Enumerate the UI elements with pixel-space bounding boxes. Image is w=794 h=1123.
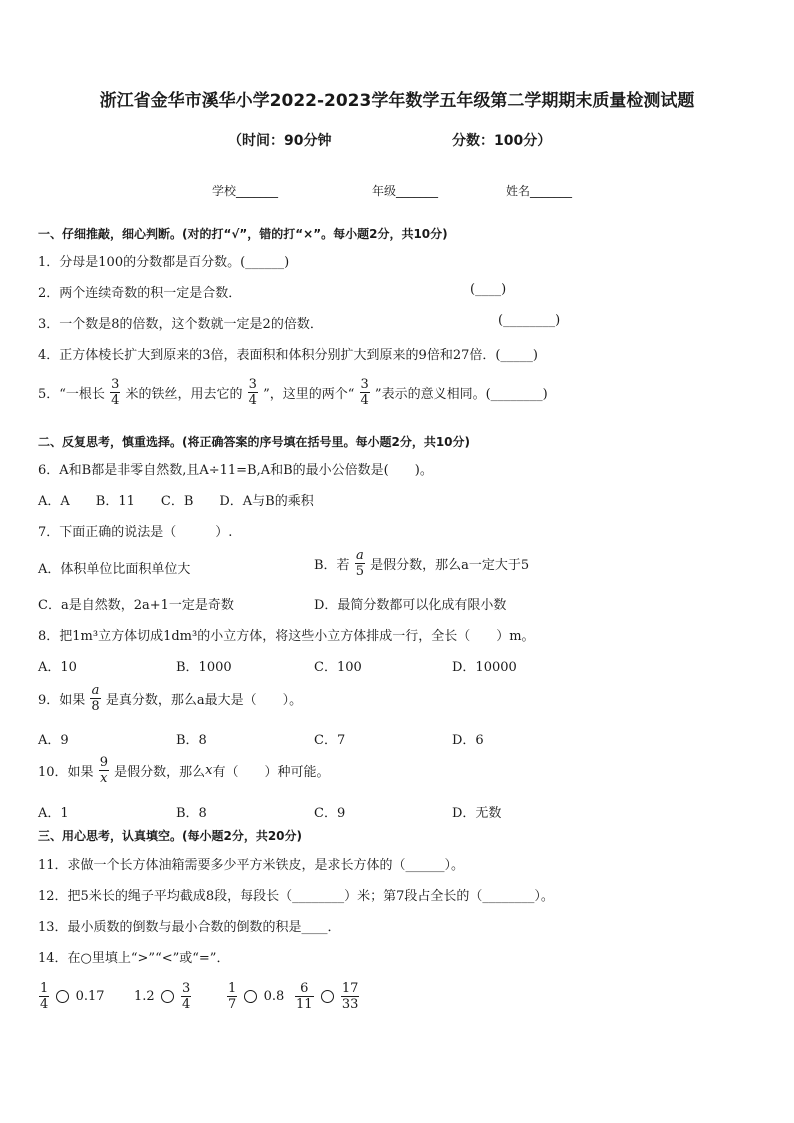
q7-b-text-b: 是假分数，那么a一定大于5 <box>370 558 530 573</box>
q8-option-c: C．100 <box>314 660 362 675</box>
question-6: 6．A和B都是非零自然数,且A÷11=B,A和B的最小公倍数是( )。 <box>38 463 433 478</box>
question-1: 1．分母是100的分数都是百分数。(______) <box>38 255 290 270</box>
q5-text-d: ”表示的意义相同。(________) <box>374 387 548 402</box>
school-field[interactable]: 学校_______ <box>212 184 279 198</box>
fraction-three-quarters <box>110 378 120 407</box>
question-2-blank[interactable]: (____) <box>470 282 507 297</box>
question-2: 2．两个连续奇数的积一定是合数． <box>38 286 242 301</box>
fraction-numerator: a <box>355 548 364 563</box>
exam-title: 浙江省金华市溪华小学2022-2023学年数学五年级第二学期期末质量检测试题 <box>99 91 695 111</box>
fraction-denominator: 4 <box>181 997 191 1012</box>
fraction-denominator: 5 <box>355 564 364 579</box>
question-5 <box>38 378 548 407</box>
fraction-numerator: 3 <box>111 377 120 392</box>
compare-item-1 <box>38 982 105 1011</box>
compare-circle[interactable] <box>56 990 69 1003</box>
fraction-3-over-4 <box>181 982 191 1011</box>
compare-right-value: 0.17 <box>75 989 105 1004</box>
fraction-denominator: 4 <box>40 997 49 1012</box>
q10-option-b: B．8 <box>176 806 207 821</box>
compare-right-value: 0.8 <box>263 989 285 1004</box>
q10-variable: x <box>205 763 213 778</box>
fraction-numerator: 17 <box>341 981 359 996</box>
fraction-three-quarters <box>248 378 258 407</box>
fraction-numerator: 3 <box>360 377 369 392</box>
compare-left-value: 1.2 <box>134 989 155 1004</box>
question-9 <box>38 684 302 713</box>
fraction-denominator: x <box>100 771 108 786</box>
fraction-a-over-8 <box>90 684 100 713</box>
section2-heading: 二、反复思考，慎重选择。(将正确答案的序号填在括号里。每小题2分，共10分) <box>38 435 471 449</box>
fraction-1-over-4 <box>39 982 49 1011</box>
question-13: 13．最小质数的倒数与最小合数的倒数的积是____． <box>38 920 341 935</box>
q7-option-d: D．最简分数都可以化成有限小数 <box>314 598 507 613</box>
fraction-a-over-5 <box>355 549 365 578</box>
fraction-numerator: 6 <box>295 982 314 997</box>
compare-circle[interactable] <box>161 990 174 1003</box>
question-8: 8．把1m³立方体切成1dm³的小立方体，将这些小立方体排成一行，全长（ ）m。 <box>38 629 535 644</box>
q7-b-text-a: B．若 <box>314 558 350 573</box>
question-7: 7．下面正确的说法是（ ）. <box>38 525 233 540</box>
q8-option-a: A．10 <box>38 660 77 675</box>
fraction-denominator: 4 <box>248 393 257 408</box>
q9-option-b: B．8 <box>176 733 207 748</box>
fraction-denominator: 8 <box>91 699 100 714</box>
compare-item-2 <box>134 982 192 1011</box>
time-info: （时间：90分钟 <box>228 133 332 149</box>
question-11: 11．求做一个长方体油箱需要多少平方米铁皮，是求长方体的（______）。 <box>38 858 465 873</box>
fraction-17-over-33 <box>341 982 360 1011</box>
q9-option-c: C．7 <box>314 733 346 748</box>
score-info: 分数：100分） <box>452 133 552 149</box>
compare-item-4 <box>294 982 360 1011</box>
q10-text-b: 是假分数，那么 <box>114 765 206 780</box>
q10-text-a: 10．如果 <box>38 765 94 780</box>
q8-option-d: D．10000 <box>452 660 517 675</box>
q7-option-c: C．a是自然数，2a+1一定是奇数 <box>38 598 234 613</box>
question-10 <box>38 756 329 785</box>
fraction-numerator: 3 <box>181 981 191 996</box>
fraction-numerator: 1 <box>228 981 237 996</box>
q5-text-a: 5．“一根长 <box>38 387 105 402</box>
q10-text-c: 有（ ）种可能。 <box>212 765 330 780</box>
q7-option-a: A．体积单位比面积单位大 <box>38 562 191 577</box>
section1-heading: 一、仔细推敲，细心判断。(对的打“√”，错的打“×”。每小题2分，共10分) <box>38 227 448 241</box>
fraction-three-quarters <box>360 378 370 407</box>
fraction-1-over-7 <box>227 982 237 1011</box>
fraction-denominator: 33 <box>341 997 359 1012</box>
q9-text-a: 9．如果 <box>38 693 86 708</box>
grade-field[interactable]: 年级_______ <box>372 184 439 198</box>
question-3: 3．一个数是8的倍数，这个数就一定是2的倍数． <box>38 317 323 332</box>
q8-option-b: B．1000 <box>176 660 232 675</box>
question-14: 14．在○里填上“>”“<”或“=”． <box>38 951 230 966</box>
fraction-denominator: 11 <box>296 997 313 1012</box>
fraction-6-over-11 <box>295 982 314 1011</box>
fraction-denominator: 4 <box>111 393 120 408</box>
q5-text-b: 米的铁丝，用去它的 <box>125 387 243 402</box>
q10-option-d: D．无数 <box>452 806 502 821</box>
q9-option-a: A．9 <box>38 733 69 748</box>
fraction-numerator: 9 <box>99 755 108 770</box>
q9-text-b: 是真分数，那么a最大是（ ）。 <box>105 693 303 708</box>
q5-text-c: ”，这里的两个“ <box>263 387 355 402</box>
fraction-numerator: a <box>91 683 100 698</box>
fraction-numerator: 3 <box>248 377 257 392</box>
fraction-9-over-x <box>99 756 109 785</box>
question-4: 4．正方体棱长扩大到原来的3倍，表面积和体积分别扩大到原来的9倍和27倍．(_____) <box>38 348 538 363</box>
question-3-blank[interactable]: (________) <box>498 313 561 328</box>
compare-circle[interactable] <box>244 990 257 1003</box>
fraction-denominator: 4 <box>360 393 369 408</box>
q7-option-b <box>314 549 529 578</box>
q10-option-c: C．9 <box>314 806 346 821</box>
fraction-denominator: 7 <box>228 997 237 1012</box>
section3-heading: 三、用心思考，认真填空。(每小题2分，共20分) <box>38 829 303 843</box>
q10-option-a: A．1 <box>38 806 69 821</box>
question-6-options: A．A B．11 C．B D．A与B的乘积 <box>38 494 314 509</box>
compare-item-3 <box>226 982 284 1011</box>
question-12: 12．把5米长的绳子平均截成8段，每段长（________）米；第7段占全长的（________）。 <box>38 889 554 904</box>
q9-option-d: D．6 <box>452 733 484 748</box>
fraction-numerator: 1 <box>40 981 49 996</box>
compare-circle[interactable] <box>321 990 334 1003</box>
name-field[interactable]: 姓名_______ <box>506 184 573 198</box>
